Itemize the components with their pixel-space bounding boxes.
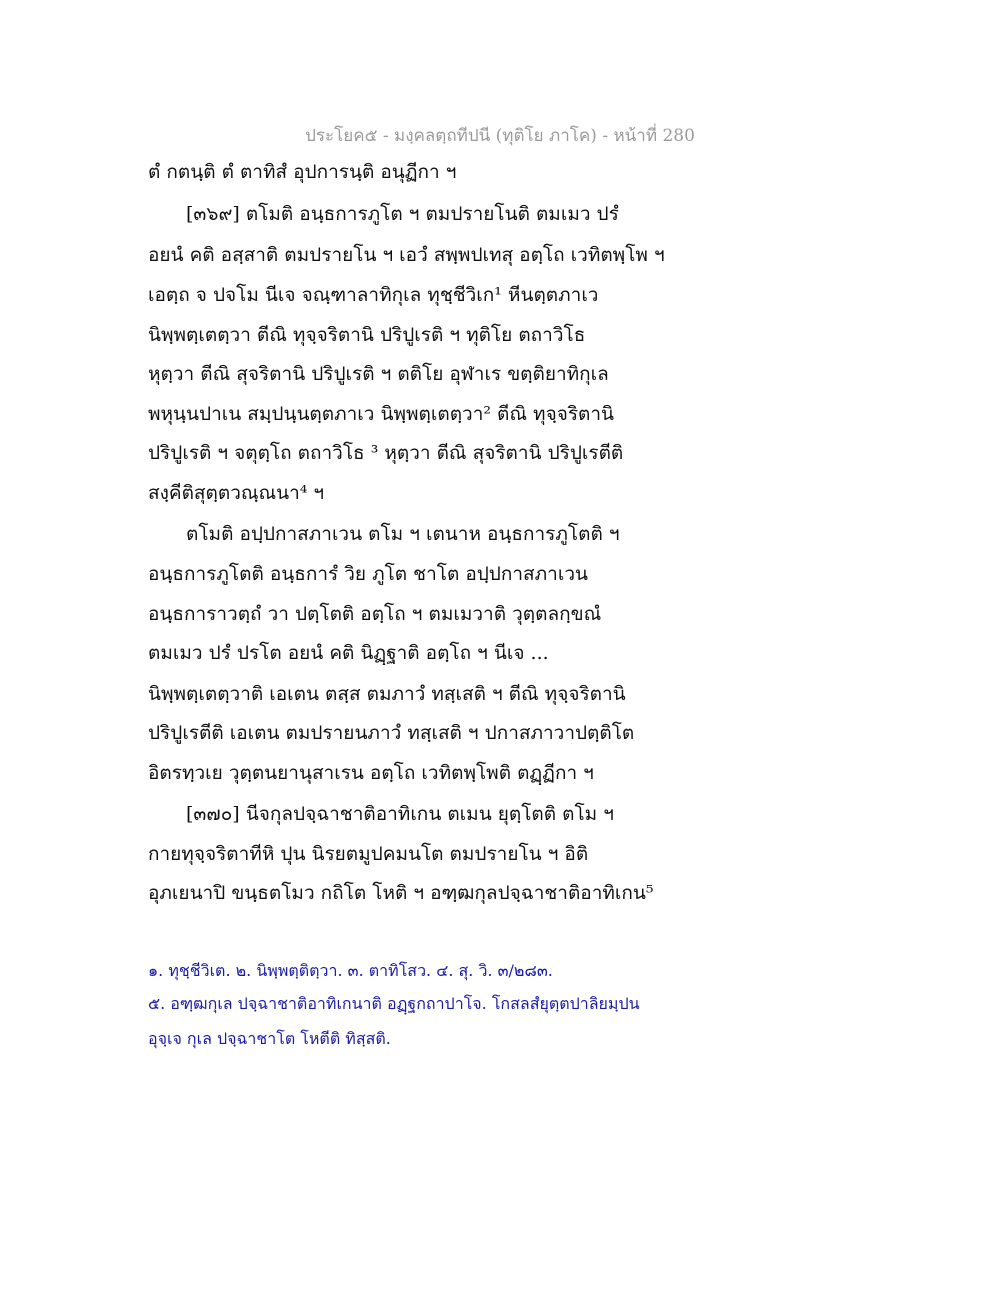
- footnote-line: ๕. อฑฺฒกุเล ปจฺฉาชาติอาทิเกนาติ อฏฺฐกถาปาโจ. โกสลสํยุตฺตปาลิยมฺปน: [148, 994, 640, 1013]
- body-line: [๓๖๙] ตโมติ อนฺธการภูโต ฯ ตมปรายโนติ ตมเมว ปรํ: [186, 203, 619, 225]
- body-line: ตโมติ อปฺปกาสภาเวน ตโม ฯ เตนาห อนฺธการภูโตติ ฯ: [186, 523, 620, 545]
- footnote-line: ๑. ทุชฺชีวิเต. ๒. นิพฺพตฺติตฺวา. ๓. ตาทิโสว. ๔. สุ. วิ. ๓/๒๘๓.: [148, 961, 553, 980]
- body-line: พหุนฺนปาเน สมฺปนฺนตฺตภาเว นิพฺพตฺเตตฺวา² ตีณิ ทุจฺจริตานิ: [148, 403, 615, 425]
- body-line: ปริปูเรติ ฯ จตุตฺโถ ตถาวิโธ ³ หุตฺวา ตีณิ สุจริตานิ ปริปูเรตีติ: [148, 442, 624, 464]
- body-line: นิพฺพตฺเตตฺวาติ เอเตน ตสฺส ตมภาวํ ทสฺเสติ ฯ ตีณิ ทุจฺจริตานิ: [148, 683, 626, 705]
- body-line: อนฺธการภูโตติ อนฺธการํ วิย ภูโต ชาโต อปฺปกาสภาเวน: [148, 563, 588, 585]
- body-line: หุตฺวา ตีณิ สุจริตานิ ปริปูเรติ ฯ ตติโย อุฬาเร ขตฺติยาทิกุเล: [148, 363, 609, 385]
- page-header: [0, 122, 1000, 149]
- body-line: สงฺคีติสุตฺตวณฺณนา⁴ ฯ: [148, 482, 325, 504]
- body-line: นิพฺพตฺเตตฺวา ตีณิ ทุจฺจริตานิ ปริปูเรติ ฯ ทุติโย ตถาวิโธ: [148, 324, 586, 346]
- body-line: เอตฺถ จ ปจโม นีเจ จณฺฑาลาทิกุเล ทุชฺชีวิเก¹ หีนตฺตภาเว: [148, 284, 599, 306]
- page-header-text: ประโยค๕ - มงฺคลตฺถทีปนี (ทุติโย ภาโค) - หน้าที่ 280: [305, 126, 695, 146]
- body-line: อุภเยนาปิ ขนฺธตโมว กถิโต โหติ ฯ อฑฺฒกุลปจฺฉาชาติอาทิเกน⁵: [148, 882, 654, 904]
- body-line: [๓๗๐] นีจกุลปจฺฉาชาติอาทิเกน ตเมน ยุตฺโตติ ตโม ฯ: [186, 803, 614, 825]
- body-line: อิตรทฺวเย วุตฺตนยานุสาเรน อตฺโถ เวทิตพฺโพติ ตฏฺฏีกา ฯ: [148, 762, 594, 784]
- body-line: อยนํ คติ อสฺสาติ ตมปรายโน ฯ เอวํ สพฺพปเทสุ อตฺโถ เวทิตพฺโพ ฯ: [148, 244, 665, 266]
- body-line: ตํ กตนฺติ ตํ ตาทิสํ อุปการนฺติ อนุฏีกา ฯ: [148, 161, 457, 183]
- body-line: ตมเมว ปรํ ปรโต อยนํ คติ นิฏฺฐาติ อตฺโถ ฯ นีเจ ...: [148, 642, 549, 664]
- body-line: ปริปูเรตีติ เอเตน ตมปรายนภาวํ ทสฺเสติ ฯ ปกาสภาวาปตฺติโต: [148, 722, 635, 744]
- footnote-line: อุจฺเจ กุเล ปจฺฉาชาโต โหตีติ ทิสฺสติ.: [148, 1029, 391, 1048]
- body-line: กายทุจฺจริตาทีหิ ปุน นิรยตมูปคมนโต ตมปรายโน ฯ อิติ: [148, 843, 589, 865]
- body-line: อนฺธการาวตฺถํ วา ปตฺโตติ อตฺโถ ฯ ตมเมวาติ วุตฺตลกฺขณํ: [148, 603, 602, 625]
